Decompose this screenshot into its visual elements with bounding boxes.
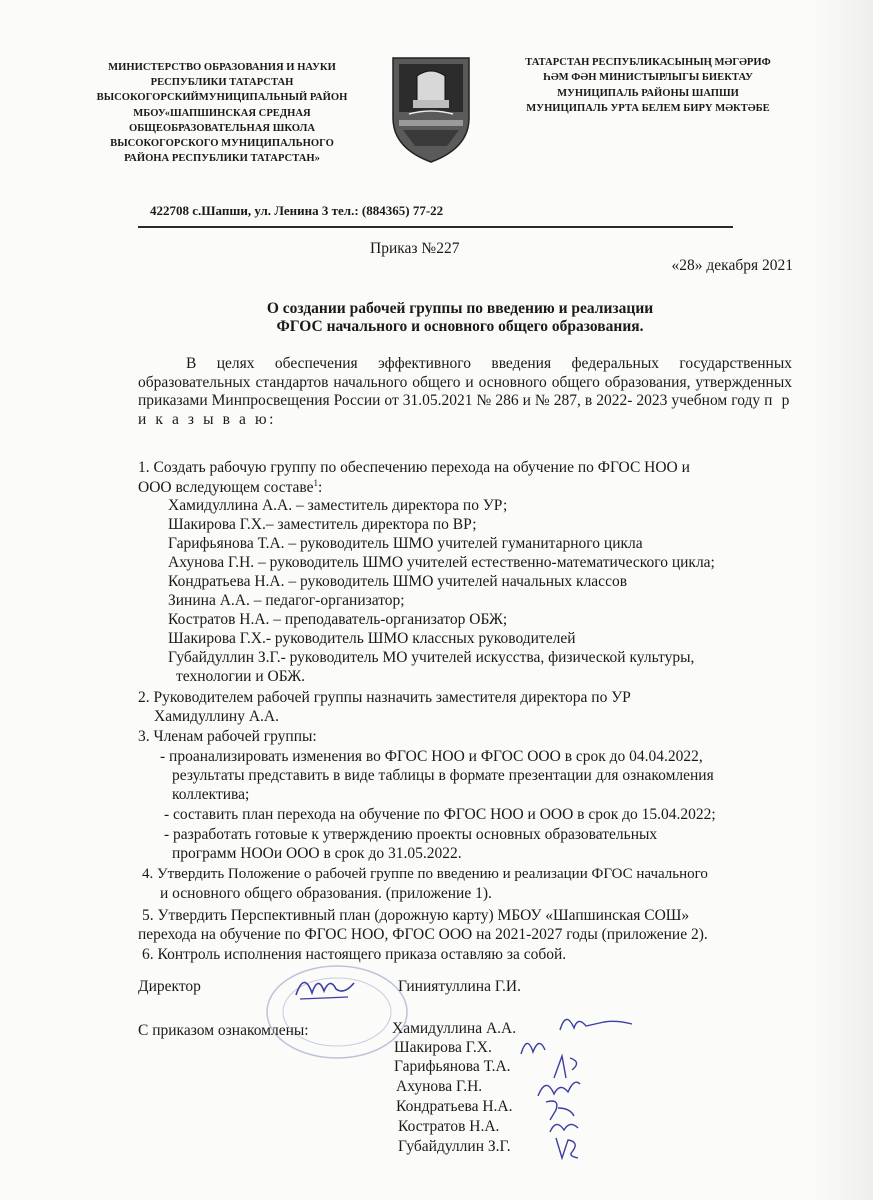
- acquainted-name: Кондратьева Н.А.: [396, 1098, 513, 1115]
- order-word: п р и к а з ы в а ю:: [138, 392, 792, 429]
- item-5-line: перехода на обучение по ФГОС НОО, ФГОС ООО на 2021-2027 годы (приложение 2).: [138, 926, 708, 943]
- member-line: Костратов Н.А. – преподаватель-организатор ОБЖ;: [168, 611, 508, 628]
- acquainted-name: Гарифьянова Т.А.: [394, 1058, 511, 1075]
- school-address: 422708 с.Шапши, ул. Ленина 3 тел.: (884365) 77-22: [150, 203, 444, 218]
- signature-icon: [556, 1008, 636, 1043]
- item-5-line: 5. Утвердить Перспективный план (дорожную карту) МБОУ «Шапшинская СОШ»: [142, 907, 690, 924]
- item-3-subline: - разработать готовые к утверждению проекты основных образовательных: [164, 826, 658, 843]
- header-left-line: ОБЩЕОБРАЗОВАТЕЛЬНАЯ ШКОЛА: [128, 122, 316, 134]
- member-line: Кондратьева Н.А. – руководитель ШМО учителей начальных классов: [168, 573, 628, 590]
- item-3-subline: результаты представить в виде таблицы в формате презентации для ознакомления: [172, 767, 714, 784]
- member-line: Шакирова Г.Х.- руководитель ШМО классных руководителей: [168, 630, 576, 647]
- header-left-line: ВЫСОКОГОРСКОГО МУНИЦИПАЛЬНОГО: [110, 138, 334, 150]
- signature-icon: [548, 1132, 588, 1167]
- header-left-line: ВЫСОКОГОРСКИЙМУНИЦИПАЛЬНЫЙ РАЙОН: [96, 92, 348, 104]
- item-1-colon: :: [318, 479, 323, 497]
- acquainted-name: Ахунова Г.Н.: [396, 1078, 483, 1095]
- acquainted-name: Хамидуллина А.А.: [392, 1020, 517, 1037]
- item-4-line: и основного общего образования. (приложение 1).: [160, 885, 492, 902]
- member-line: Хамидуллина А.А. – заместитель директора по УР;: [168, 497, 508, 514]
- header-right: [498, 55, 798, 117]
- header-divider: [138, 226, 733, 228]
- member-line: Ахунова Г.Н. – руководитель ШМО учителей естественно-математического цикла;: [168, 554, 715, 571]
- item-2-line: 2. Руководителем рабочей группы назначить заместителя директора по УР: [138, 689, 631, 706]
- item-2-line: Хамидуллину А.А.: [154, 708, 279, 725]
- header-left-line: МБОУ«ШАПШИНСКАЯ СРЕДНАЯ: [133, 107, 311, 119]
- intro-text: В целях обеспечения эффективного введения федеральных государственных образовательных стандартов начального общего и основного общего образования, утвержденных приказами Минпросвещения России от 31.05.2021 № 286 и № 287, в 2022- 2023 учебном году: [138, 355, 792, 410]
- member-line: Шакирова Г.Х.– заместитель директора по ВР;: [168, 516, 477, 533]
- footnote-marker: 1: [313, 478, 319, 488]
- item-3-subline: программ НООи ООО в срок до 31.05.2022.: [172, 845, 462, 862]
- item-3-subline: коллектива;: [172, 786, 250, 803]
- header-right-line: МУНИЦИПАЛЬ УРТА БЕЛЕМ БИРҮ МӘКТӘБЕ: [526, 103, 770, 115]
- item-4-line: 4. Утвердить Положение о рабочей группе по введению и реализации ФГОС начального: [142, 866, 708, 882]
- coat-of-arms-icon: [389, 56, 473, 164]
- acquainted-name: Губайдуллин З.Г.: [398, 1138, 511, 1155]
- header-left-line: МИНИСТЕРСТВО ОБРАЗОВАНИЯ И НАУКИ: [108, 62, 336, 73]
- acquainted-name: Шакирова Г.Х.: [394, 1039, 492, 1056]
- acquainted-label: С приказом ознакомлены:: [138, 1022, 309, 1039]
- member-line: технологии и ОБЖ.: [176, 668, 305, 685]
- director-name: Гиниятуллина Г.И.: [398, 978, 521, 995]
- item-1-text: ООО вследующем составе: [138, 479, 314, 497]
- header-right-line: ТАТАРСТАН РЕСПУБЛИКАСЫНЫҢ МӘГӘРИФ: [525, 57, 771, 68]
- item-1-line: 1. Создать рабочую группу по обеспечению перехода на обучение по ФГОС НОО и: [138, 459, 690, 476]
- director-signature-icon: [290, 965, 360, 1010]
- order-number: Приказ №227: [370, 240, 460, 257]
- header-left-line: РАЙОНА РЕСПУБЛИКИ ТАТАРСТАН»: [124, 153, 320, 165]
- document-title: [180, 300, 740, 336]
- item-3-line: 3. Членам рабочей группы:: [138, 728, 317, 745]
- item-1-line: [138, 478, 322, 497]
- item-3-subline: - составить план перехода на обучение по ФГОС НОО и ООО в срок до 15.04.2022;: [164, 806, 716, 823]
- header-left-line: РЕСПУБЛИКИ ТАТАРСТАН: [150, 77, 294, 89]
- scan-edge-shadow: [813, 0, 873, 1200]
- header-right-line: ҺӘМ ФӘН МИНИСТЫРЛЫГЫ БИЕКТАУ: [543, 72, 753, 84]
- header-right-line: МУНИЦИПАЛЬ РАЙОНЫ ШАПШИ: [557, 87, 739, 99]
- acquainted-name: Костратов Н.А.: [398, 1118, 500, 1135]
- title-line: О создании рабочей группы по введению и реализации: [266, 300, 654, 317]
- title-line: ФГОС начального и основного общего образования.: [276, 318, 644, 335]
- item-3-subline: - проанализировать изменения во ФГОС НОО и ФГОС ООО в срок до 04.04.2022,: [160, 748, 703, 765]
- member-line: Губайдуллин З.Г.- руководитель МО учителей искусства, физической культуры,: [168, 649, 695, 666]
- header-left: [72, 60, 372, 166]
- member-line: Зинина А.А. – педагог-организатор;: [168, 592, 405, 609]
- item-6-line: 6. Контроль исполнения настоящего приказа оставляю за собой.: [142, 946, 567, 963]
- director-role: Директор: [138, 978, 201, 995]
- order-date: «28» декабря 2021: [671, 257, 793, 274]
- intro-paragraph: [138, 355, 792, 430]
- member-line: Гарифьянова Т.А. – руководитель ШМО учителей гуманитарного цикла: [168, 535, 643, 552]
